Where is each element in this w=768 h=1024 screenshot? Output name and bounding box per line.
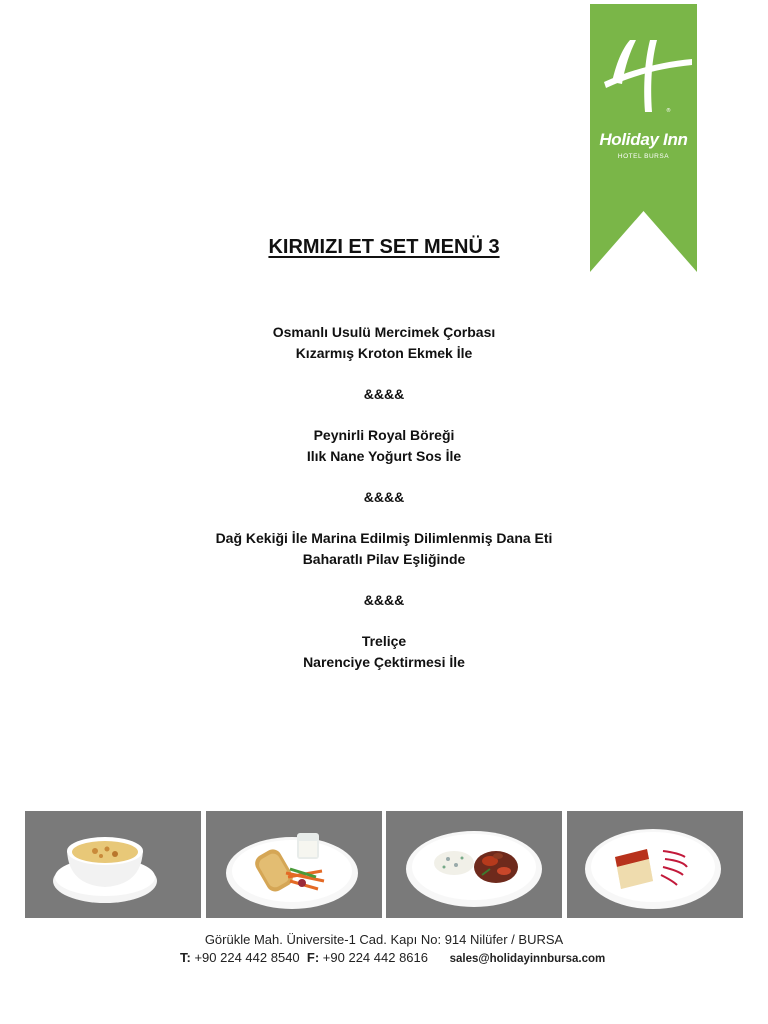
course-name: Osmanlı Usulü Mercimek Çorbası (272, 324, 496, 340)
course-name: Dağ Kekiği İle Marina Edilmiş Dilimlenmiş Dana Eti (215, 530, 553, 546)
brand-subtitle: HOTEL BURSA (617, 153, 670, 160)
footer-contact (180, 950, 605, 965)
course-soup (100, 322, 668, 364)
course-detail: Narenciye Çektirmesi İle (303, 654, 465, 670)
course-detail: Kızarmış Kroton Ekmek İle (295, 345, 473, 361)
course-detail: Baharatlı Pilav Eşliğinde (302, 551, 466, 567)
footer-address: Görükle Mah. Üniversite-1 Cad. Kapı No: 914 Nilüfer / BURSA (204, 932, 564, 947)
borek-photo (206, 811, 382, 918)
separator: &&&& (363, 489, 405, 505)
menu (100, 322, 668, 673)
brand-name: Holiday Inn (599, 130, 688, 149)
phone-label: T: (180, 950, 191, 965)
beef-photo (386, 811, 562, 918)
fax-label: F: (306, 950, 320, 965)
page-title: KIRMIZI ET SET MENÜ 3 (268, 236, 500, 258)
course-starter (100, 425, 668, 467)
fax-number: +90 224 442 8616 (322, 950, 428, 965)
separator: &&&& (363, 386, 405, 402)
course-name: Treliçe (361, 633, 407, 649)
course-dessert (100, 631, 668, 673)
phone-number: +90 224 442 8540 (194, 950, 300, 965)
course-name: Peynirli Royal Böreği (313, 427, 455, 443)
course-main (100, 528, 668, 570)
soup-photo (25, 811, 201, 918)
separator: &&&& (363, 592, 405, 608)
brand-logo (590, 4, 697, 272)
svg-text:®: ® (666, 108, 671, 114)
email-link[interactable]: sales@holidayinnbursa.com (449, 953, 606, 965)
food-photos (25, 811, 743, 918)
dessert-photo (567, 811, 743, 918)
course-detail: Ilık Nane Yoğurt Sos İle (306, 448, 462, 464)
